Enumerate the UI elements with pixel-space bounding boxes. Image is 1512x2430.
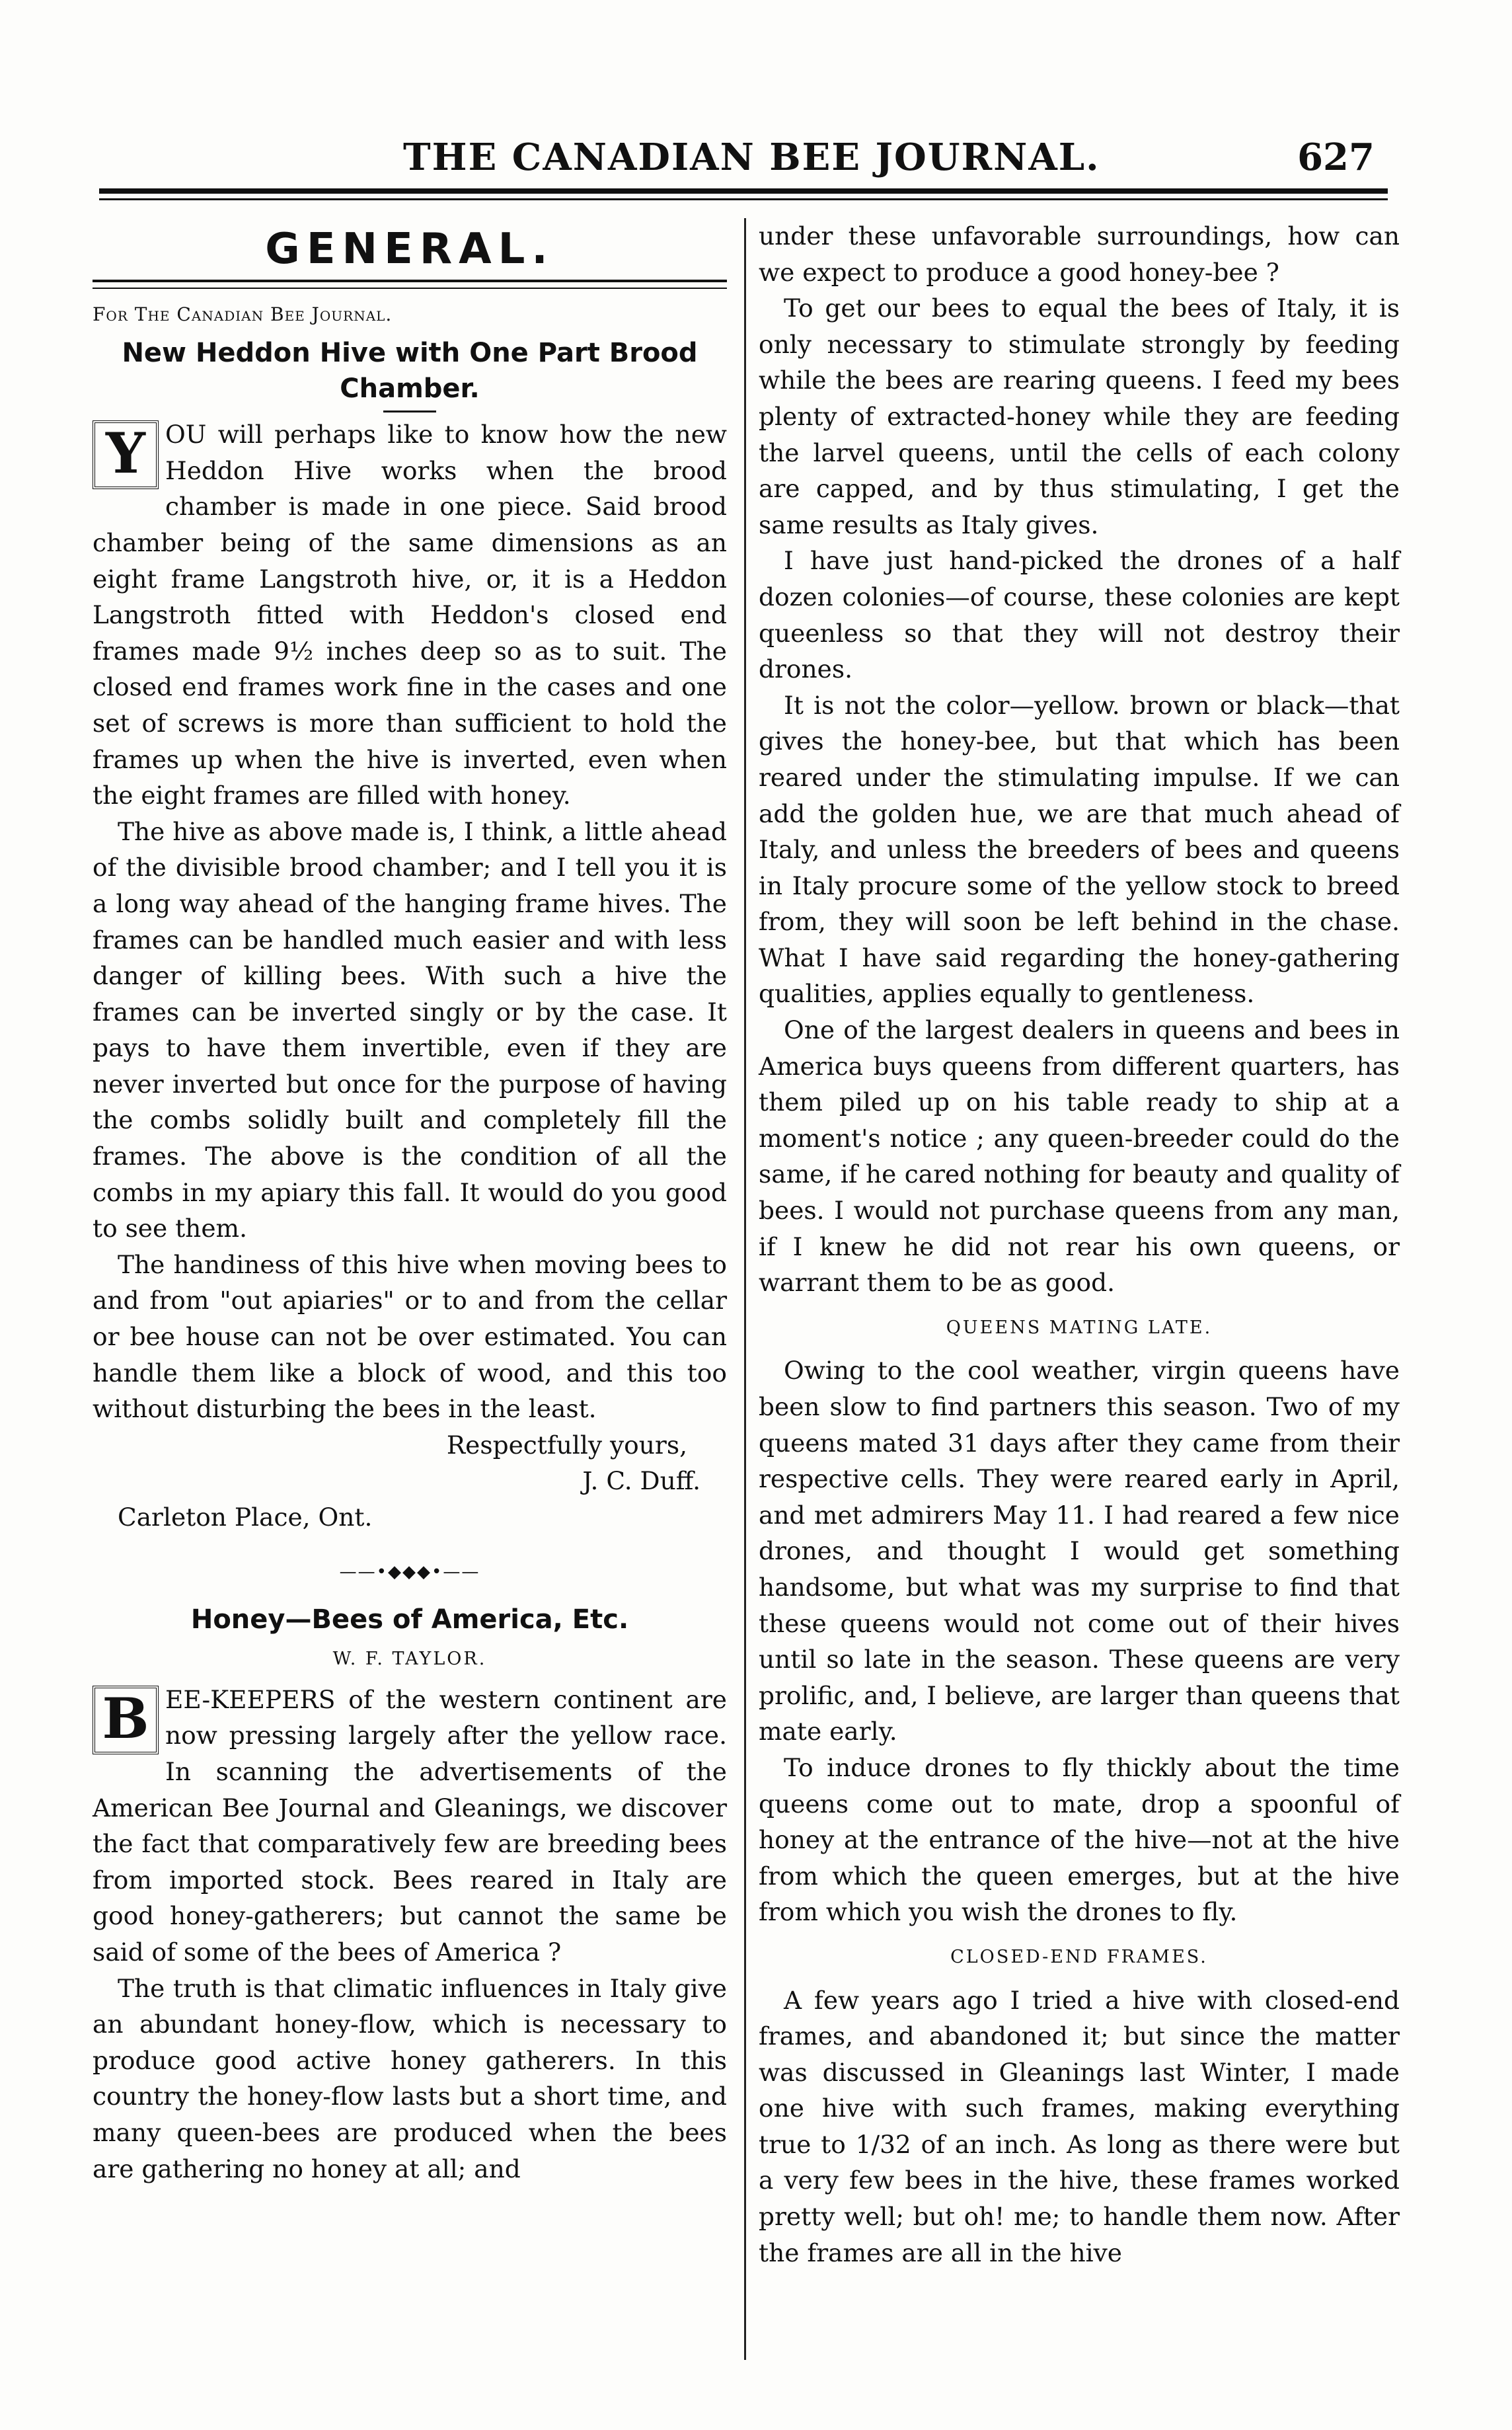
right-paragraph-8: A few years ago I tried a hive with closed-end frames, and abandoned it; but since the matter was discussed in Gleanings last Winter, I made one hive with such frames, making everything true to 1/32 of an inch. As long as there were but a very few bees in the hive, these frames worked pretty well; but oh! me; to handle them now. After the frames are all in the hive [759,1985,1400,2267]
running-header [99,136,1388,188]
signature: J. C. Duff. [582,1466,700,1496]
article1-paragraph-3: The handiness of this hive when moving bees to and from "out apiaries" or to and from the cellar or bee house can not be over estimated. You can handle them like a block of wood, and this too without disturbing the bees in the least. [93,1249,727,1424]
article2-paragraph-2: The truth is that climatic influences in Italy give an abundant honey-flow, which is necessary to produce good active honey gatherers. In this country the honey-flow lasts but a short time, and many queen-bees are produced when the bees are gathering no honey at all; and [93,1973,727,2183]
journal-title: THE CANADIAN BEE JOURNAL. [403,136,1100,179]
subhead-queens-mating-late: QUEENS MATING LATE. [946,1317,1213,1338]
dropcap-b: B [93,1686,159,1754]
header-rule-thick [99,188,1388,194]
article1-p1-text: OU will perhaps like to know how the new Heddon Hive works when the brood chamber is made in one piece. Said brood chamber being of the same dimensions as an eight frame Langstroth hive, or, it is a Heddon Langstroth fitted with Heddon's closed end frames made 9½ inches deep so as to suit. The closed end frames work fine in the cases and one set of screws is more than sufficient to hold the frames up when the hive is inverted, even when the eight frames are filled with honey. [93,420,727,810]
dropcap-y: Y [93,420,159,489]
right-paragraph-6: Owing to the cool weather, virgin queens have been slow to find partners this season. Two of my queens mated 31 days after they came from their respective cells. They were reared early in April, and met admirers May 11. I had reared a few nice drones, and thought I would get something handsome, but what was my surprise to find that these queens would not come out of their hives until so late in the season. These queens are very prolific, and, I believe, are larger than queens that mate early. [759,1356,1400,1746]
article2-p1-text: EE-KEEPERS of the western continent are now pressing largely after the yellow race. In scanning the advertisements of the American Bee Journal and Gleanings, we discover the fact that comparatively few are breeding bees from imported stock. Bees reared in Italy are good honey-gatherers; but cannot the same be said of some of the bees of America ? [93,1684,727,1967]
right-paragraph-2: To get our bees to equal the bees of Italy, it is only necessary to stimulate strongly by feeding while the bees are rearing queens. I feed my bees plenty of extracted-honey while they are feeding the larvel queens, until the cells of each colony are capped, and by thus stimulating, I get the same results as Italy gives. [759,294,1400,539]
section-rule [93,280,727,289]
header-rule-thin [99,198,1388,200]
for-line: For The Canadian Bee Journal. [93,303,393,325]
right-paragraph-1: under these unfavorable surroundings, how can we expect to produce a good honey-bee ? [759,221,1400,287]
right-column [759,218,1400,2271]
byline: W. F. TAYLOR. [332,1649,487,1670]
article-headline-heddon: New Heddon Hive with One Part Brood Chamber. [122,338,698,405]
article2-paragraph-1 [93,1682,727,1971]
article-headline-honey-bees: Honey—Bees of America, Etc. [190,1604,629,1635]
article1-paragraph-2: The hive as above made is, I think, a little ahead of the divisible brood chamber; and I tell you it is a long way ahead of the hanging frame hives. The frames can be handled much easier and with less danger of killing bees. With such a hive the frames can be inverted singly or by the case. It pays to have them invertible, even if they are never inverted but once for the purpose of having the combs solidly built and completely fill the frames. The above is the condition of all the combs in my apiary this fall. It would do you good to see them. [93,816,727,1243]
right-paragraph-7: To induce drones to fly thickly about the time queens come out to mate, drop a spoonful of honey at the entrance of the hive—not at the hive from which the queen emerges, but at the hive from which you wish the drones to fly. [759,1752,1400,1927]
page-number: 627 [1297,136,1375,179]
right-paragraph-5: One of the largest dealers in queens and bees in America buys queens from different quarters, has them piled up on his table ready to ship at a moment's notice ; any queen-breeder could do the same, if he cared nothing for beauty and quality of bees. I would not purchase queens from any man, if I knew he did not rear his own queens, or warrant them to be as good. [759,1015,1400,1298]
article1-paragraph-1 [93,416,727,814]
place: Carleton Place, Ont. [118,1503,373,1532]
right-paragraph-4: It is not the color—yellow. brown or black—that gives the honey-bee, but that which has been reared under the stimulating impulse. If we can add the golden hue, we are that much ahead of Italy, and unless the breeders of bees and queens in Italy procure some of the yellow stock to breed from, they will soon be left behind in the chase. What I have said regarding the honey-gathering qualities, applies equally to gentleness. [759,690,1400,1009]
column-divider [744,218,746,2360]
section-title: GENERAL. [265,225,554,274]
subhead-closed-end-frames: CLOSED-END FRAMES. [950,1946,1208,1967]
headline-rule [383,411,436,412]
closing: Respectfully yours, [446,1430,687,1460]
left-column [93,218,727,2187]
right-paragraph-3: I have just hand-picked the drones of a half dozen colonies—of course, these colonies are kept queenless so that they will not destroy their drones. [759,546,1400,684]
ornament-divider: ——•◆◆◆•—— [339,1561,480,1582]
